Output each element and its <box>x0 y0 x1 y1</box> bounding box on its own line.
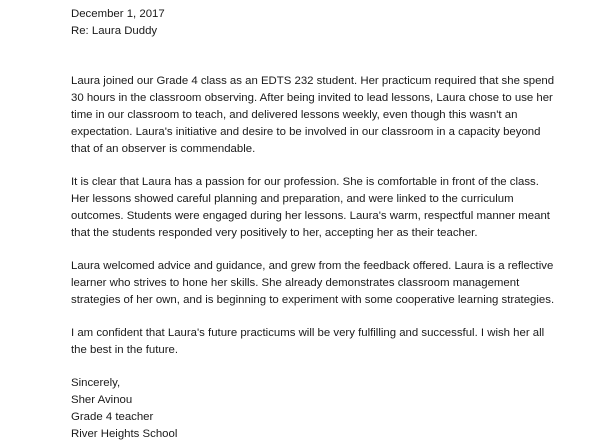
letter-header <box>71 6 591 40</box>
paragraph-line: that the students responded very positively to her, accepting her as their teacher. <box>71 227 478 239</box>
paragraph-line: time in our classroom to teach, and delivered lessons weekly, even though this wasn't an <box>71 109 518 121</box>
paragraph-line: It is clear that Laura has a passion for our profession. She is comfortable in front of the class. <box>71 176 539 188</box>
paragraph-line: Her lessons showed careful planning and preparation, and were linked to the curriculum <box>71 193 514 205</box>
paragraph-2 <box>71 174 591 242</box>
closing-salutation: Sincerely, <box>71 377 121 389</box>
spacer <box>71 309 591 325</box>
paragraph-line: Laura joined our Grade 4 class as an EDTS 232 student. Her practicum required that she spend <box>71 75 555 87</box>
spacer <box>71 158 591 174</box>
paragraph-3 <box>71 258 591 309</box>
paragraph-line: 30 hours in the classroom observing. After being invited to lead lessons, Laura chose to use her <box>71 92 553 104</box>
paragraph-line: outcomes. Students were engaged during her lessons. Laura's warm, respectful manner meant <box>71 210 550 222</box>
paragraph-1 <box>71 73 591 158</box>
signer-name: Sher Avinou <box>71 394 133 406</box>
paragraph-4 <box>71 325 591 359</box>
letter-subject: Re: Laura Duddy <box>71 25 158 37</box>
paragraph-line: that of an observer is commendable. <box>71 143 256 155</box>
spacer <box>71 40 591 73</box>
paragraph-line: I am confident that Laura's future practicums will be very fulfilling and successful. I wish her all <box>71 327 545 339</box>
signer-title: Grade 4 teacher <box>71 411 154 423</box>
spacer <box>71 359 591 375</box>
signer-school: River Heights School <box>71 428 178 440</box>
letter-closing <box>71 375 591 443</box>
paragraph-line: the best in the future. <box>71 344 179 356</box>
paragraph-line: learner who strives to hone her skills. She already demonstrates classroom management <box>71 277 520 289</box>
letter-page <box>71 6 591 443</box>
letter-date: December 1, 2017 <box>71 8 165 20</box>
spacer <box>71 242 591 258</box>
paragraph-line: Laura welcomed advice and guidance, and grew from the feedback offered. Laura is a reflective <box>71 260 554 272</box>
paragraph-line: expectation. Laura's initiative and desire to be involved in our classroom in a capacity beyond <box>71 126 541 138</box>
paragraph-line: strategies of her own, and is beginning to experiment with some cooperative learning strategies. <box>71 294 555 306</box>
